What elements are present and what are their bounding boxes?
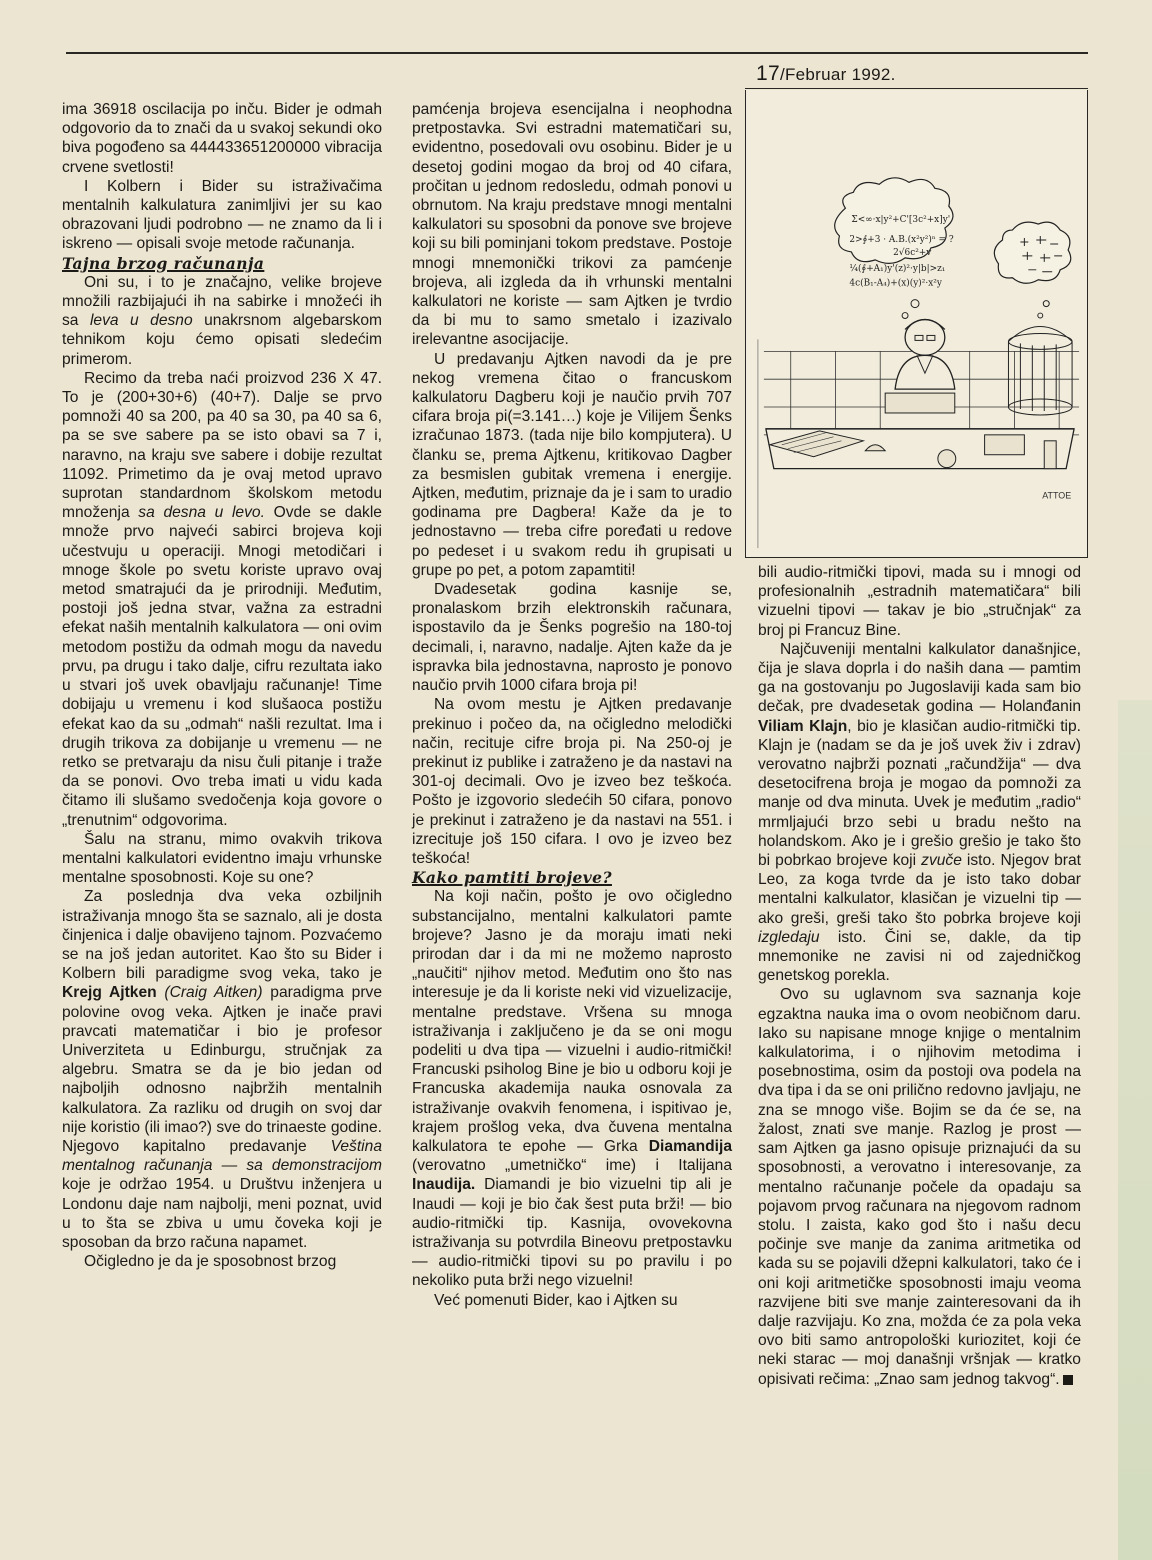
text-run: unakrsnom algebarskom tehnikom koju ćemo opisati sledećim primerom.: [62, 312, 382, 368]
italic-run: sa desna u levo.: [138, 504, 265, 522]
cartoon-illustration: [745, 90, 1088, 558]
text-run: Ovde se dakle množe prvo najveći sabirci brojeva koji učestvuju u operaciji. Mnogi metodičari i mnoge škole po svetu koriste upravo ovaj metod smatrajući da je prirodniji. Međutim, postoji još jedna stvar, važna za estradni efekat naših mentalnih kalkulatora — oni ovim metodom postižu da odmah mogu da navedu prvu, pa drugu i tako dalje, cifru rezultata iako u stvari još uvek obavljaju računanje! Time dobijaju u vremenu i kod slušaoca postižu efekat kao da su „odmah“ našli rezultat. Ima i drugih trikova za dobijanje u vremenu — ne retko se pretvaraju da nisu čuli pitanje i traže da se ponovi. Ovo treba imati u vidu kada čitamo ili slušamo svedočenja koja govore o „trenutnim“ odgovorima.: [62, 504, 382, 829]
text-run: koje je održao 1954. u Društvu inženjera u Londonu daje nam najbolji, meni poznat, uvid u to šta se zbiva u umu čoveka koji je sposoban da brzo računa napamet.: [62, 1176, 382, 1251]
italic-run: leva u desno: [89, 312, 193, 330]
text-run: Za poslednja dva veka ozbiljnih istraživanja mnogo šta se saznalo, ali je dosta činjenica i dalje obavijeno tajnom. Pozvaćemo se na još jedan autoritet. Kao što su Bider i Kolbern bili paradigme svog veka, tako je: [62, 888, 382, 983]
paragraph: Na ovom mestu je Ajtken predavanje prekinuo i počeo da, na očigledno melodički način, recituje cifre broja pi. Na 250-oj je prekinut iz publike i zatraženo je da nastavi na 301-oj decimali. Ovo je izveo bez teškoća. Pošto je izgovorio sledećih 50 cifara, ponovo je prekinut i zatraženo je da nastavi na 551. i izrecituje još 150 cifara. I ovo je izveo bez teškoća!: [412, 696, 732, 867]
text-run: Oni su, i to je značajno, velike brojeve množili razbijajući ih na sabirke i množeći ih sa: [62, 273, 382, 330]
paragraph: U predavanju Ajtken navodi da je pre nekog vremena čitao o francuskom kalkulatoru Dagberu koji je naučio prvih 707 cifara broja pi(=3.141…) koje je Vilijem Šenks izračunao 1873. (tada nije bilo kompjutera). U članku se, prema Ajtkenu, kritikovao Dagber za besmislen gubitak vremena i energije. Ajtken, međutim, priznaje da je i sam to uradio godinama pre Dagbera! Kaže da je to jednostavno — treba cifre poređati u redove po pedeset i u svakom redu ih grupisati u grupe po pet, a potom zapamtiti!: [412, 350, 732, 579]
formula-line: ¼(∮+A₁)y'(z)²·y|b|>z₁: [849, 263, 946, 274]
text-run: Na koji način, pošto je ovo očigledno substancijalno, mentalni kalkulatori pamte brojeve? Jasno je da moraju imati neki prirodan dar i da mi ne možemo naprosto „naučiti“ njihov metod. Međutim ono što nas interesuje je da li koriste neki vid vizuelizacije, mentalne predstave. Vršena su mnoga istraživanja i zaključeno je da se oni mogu podeliti u dva tipa — vizuelni i audio-ritmički! Francuski psiholog Bine je bio u odboru koji je Francuska akademija nauka osnovala za istraživanje ovakvih fenomena, i ispitivao je, krajem prošlog veka, dva čuvena mentalna kalkulatora te epohe — Grka: [412, 888, 732, 1155]
paragraph: [758, 985, 1081, 1388]
text-run: paradigma prve polovine ovog veka. Ajtken je inače pravi pravcati matematičar i bio je profesor Univerziteta u Edinburgu, stručnjak za algebru. Smatra se da je bio jedan od najboljih odnosno najbržih mentalnih kalkulatora. Za razliku od drugih on svoj dar nije koristio (ili imao?) sve do trinaeste godine. Njegovo kapitalno predavanje: [62, 984, 383, 1155]
paragraph: bili audio-ritmički tipovi, mada su i mnogi od profesionalnih „estradnih matematičara“ bili vizuelni tipovi — takav je bio „stručnjak“ za broj pi Francuz Bine.: [758, 564, 1081, 639]
italic-run: (Craig Aitken): [164, 984, 263, 1002]
subheading: Tajna brzog računanja: [62, 253, 265, 273]
paragraph: Očigledno je da je sposobnost brzog: [84, 1253, 337, 1271]
column-3: [758, 563, 1081, 1389]
formula-line: 2√6c²+v: [893, 247, 932, 258]
text-run: isto. Čini se, dakle, da tip mnemonike ne zavisi ni od zajedničkog genetskog porekla.: [758, 928, 1081, 985]
dateline: [756, 62, 896, 86]
subheading: Kako pamtiti brojeve?: [412, 868, 612, 888]
formula-line: 2>∮+3 · A.B.(x²y²)ⁿ = ?: [849, 234, 954, 245]
paragraph: [62, 369, 382, 830]
date-rest: /Februar 1992.: [779, 65, 896, 84]
dateline-rule: [745, 88, 1088, 89]
formula-line: 4c(B₁-A₄)+(x)(y)²·x²y: [849, 278, 942, 289]
paragraph: I Kolbern i Bider su istraživačima mentalnih kalkulatura zanimljivi jer su kao obrazovani ljudi podrobno — ne znamo da li i iskreno — opisali svoje metode računanja.: [62, 177, 382, 253]
paragraph: [62, 887, 382, 1252]
italic-run: Veština mentalnog računanja — sa demonstracijom: [62, 1137, 382, 1175]
italic-run: izgledaju: [758, 928, 820, 946]
paragraph: ima 36918 oscilacija po inču. Bider je odmah odgovorio da to znači da u svakoj sekundi oko biva pogođeno sa 444433651200000 vibracija crvene svetlosti!: [62, 101, 382, 176]
paragraph: Već pomenuti Bider, kao i Ajtken su: [434, 1291, 678, 1309]
bold-run: Diamandija: [648, 1137, 732, 1155]
column-2: [412, 100, 732, 1310]
bold-run: Inaudija.: [412, 1176, 476, 1194]
paragraph: [758, 640, 1081, 986]
cartoon-signature: ATTOE: [1042, 490, 1072, 501]
paragraph: Dvadesetak godina kasnije se, pronalaskom brzih elektronskih računara, ispostavilo da je Šenks pogrešio na 180-toj decimali, i, naravno, nadalje. Ajten kaže da je ispravka bila jednostavna, naprosto je ponovo naučio prvih 1000 cifara broja pi!: [412, 581, 732, 695]
italic-run: zvuče: [921, 852, 962, 870]
text-run: (verovatno „umetničko“ ime) i Italijana: [412, 1157, 732, 1175]
text-run: Diamandi je bio vizuelni tip ali je Inaudi — koji je bio čak šest puta brži! — bio audio-ritmički tip. Kasnija, ovovekovna istraživanja su potvrdila Bineovu pretpostavku — audio-ritmički tipovi su po pravilu i po nekoliko puta brži nego vizuelni!: [412, 1176, 732, 1290]
column-1: [62, 100, 382, 1271]
paragraph: Šalu na stranu, mimo ovakvih trikova mentalni kalkulatori evidentno imaju vrhunske mentalne sposobnosti. Koje su one?: [62, 830, 382, 887]
page-edge: [1118, 700, 1152, 1560]
bold-run: Viliam Klajn: [758, 717, 848, 735]
text-run: Ovo su uglavnom sva saznanja koje egzaktna nauka ima o ovom neobičnom daru. Iako su napisane mnoge knjige o mentalnim kalkulatorima, i o njihovim metodima i posebnostima, osim da postoji ova podela na dva tipa i da se oni prilično redovno javljaju, ne zna se mnogo više. Bojim se da će se, na žalost, znati sve manje. Razlog je prost — sam Ajtken ga jasno opisuje priznajući da su sposobnosti, a verovatno i interesovanje, za mentalno računanje počele da opadaju sa pojavom prvog računara na njegovom radnom stolu. I zaista, kako god što i našu decu počinje sve manje da zanima aritmetika od kada su se pojavili džepni kalkulatori, tako će i oni koji aritmetičke sposobnosti imaju veoma razvijene biti sve manje zainteresovani da ih dalje razvijaju. Ko zna, možda će za pola veka ovo biti samo antropološki kuriozitet, koji će neki starac — moj današnji vršnjak — kratko opisivati rečima: „Znao sam jednog takvog“.: [758, 986, 1081, 1388]
date-day: 17: [756, 62, 780, 85]
bold-run: Krejg Ajtken: [62, 984, 157, 1002]
text-run: isto. Njegov brat Leo, za koga tvrde da je isto tako dobar mentalni kalkulator, klasičan je vizuelni tip — ako greši, greši tako što pobrka brojeve koji: [758, 852, 1081, 927]
text-run: Najčuveniji mentalni kalkulator današnjice, čija je slava doprla i do naših dana — pamtim ga na gostovanju po Jugoslaviji kada sam bio dečak, pre dvadesetak godina — Holanđanin: [758, 640, 1081, 716]
text-run: Recimo da treba naći proizvod 236 X 47. To je (200+30+6) (40+7). Dalje se prvo pomnoži 40 sa 200, pa 40 sa 30, pa 40 sa 6, pa se sve sabere pa se isto obavi sa 7 i, naravno, na kraju sve sabere i dobije rezultat 11092. Primetimo da je ovaj metod upravo suprotan standardnom školskom metodu množenja: [62, 369, 382, 522]
text-run: , bio je klasičan audio-ritmički tip. Klajn je (nadam se da je još uvek živ i zdrav) verovatno najbrži poznati „račundžija“ — dva desetocifrena broja je mogao da pomnoži za manje od dva minuta. Uvek je međutim „radio“ mrmljajući brzo sebi u bradu nešto na holandskom. Ako je i grešio grešio je tako što bi pobrkao brojeve koji: [758, 717, 1081, 870]
paragraph: pamćenja brojeva esencijalna i neophodna pretpostavka. Svi estradni matematičari su, evidentno, posedovali ovu osobinu. Bider je u desetoj godini mogao da broj od 40 cifara, pročitan u jednom redosledu, odmah ponovi u obrnutom. Na kraju predstave mnogi mentalni kalkulatori su sposobni da ponove sve brojeve koji su bili pominjani tokom predstave. Postoje mnogi mnemonički trikovi za pamćenje brojeva, ali izgleda da ih vrhunski mentalni kalkulatori ne koriste — sam Ajtken je tvrdio da bi mu to samo smetalo i izazivalo irelevantne asocijacije.: [412, 101, 732, 349]
paragraph: [412, 887, 732, 1290]
top-rule: [66, 52, 1088, 54]
cartoon-drawing: [746, 90, 1087, 557]
end-of-article-mark: [1063, 1375, 1073, 1385]
formula-line: Σ<∞·x|y²+C'[3c²+x]y': [851, 215, 951, 226]
paragraph: [62, 273, 382, 369]
